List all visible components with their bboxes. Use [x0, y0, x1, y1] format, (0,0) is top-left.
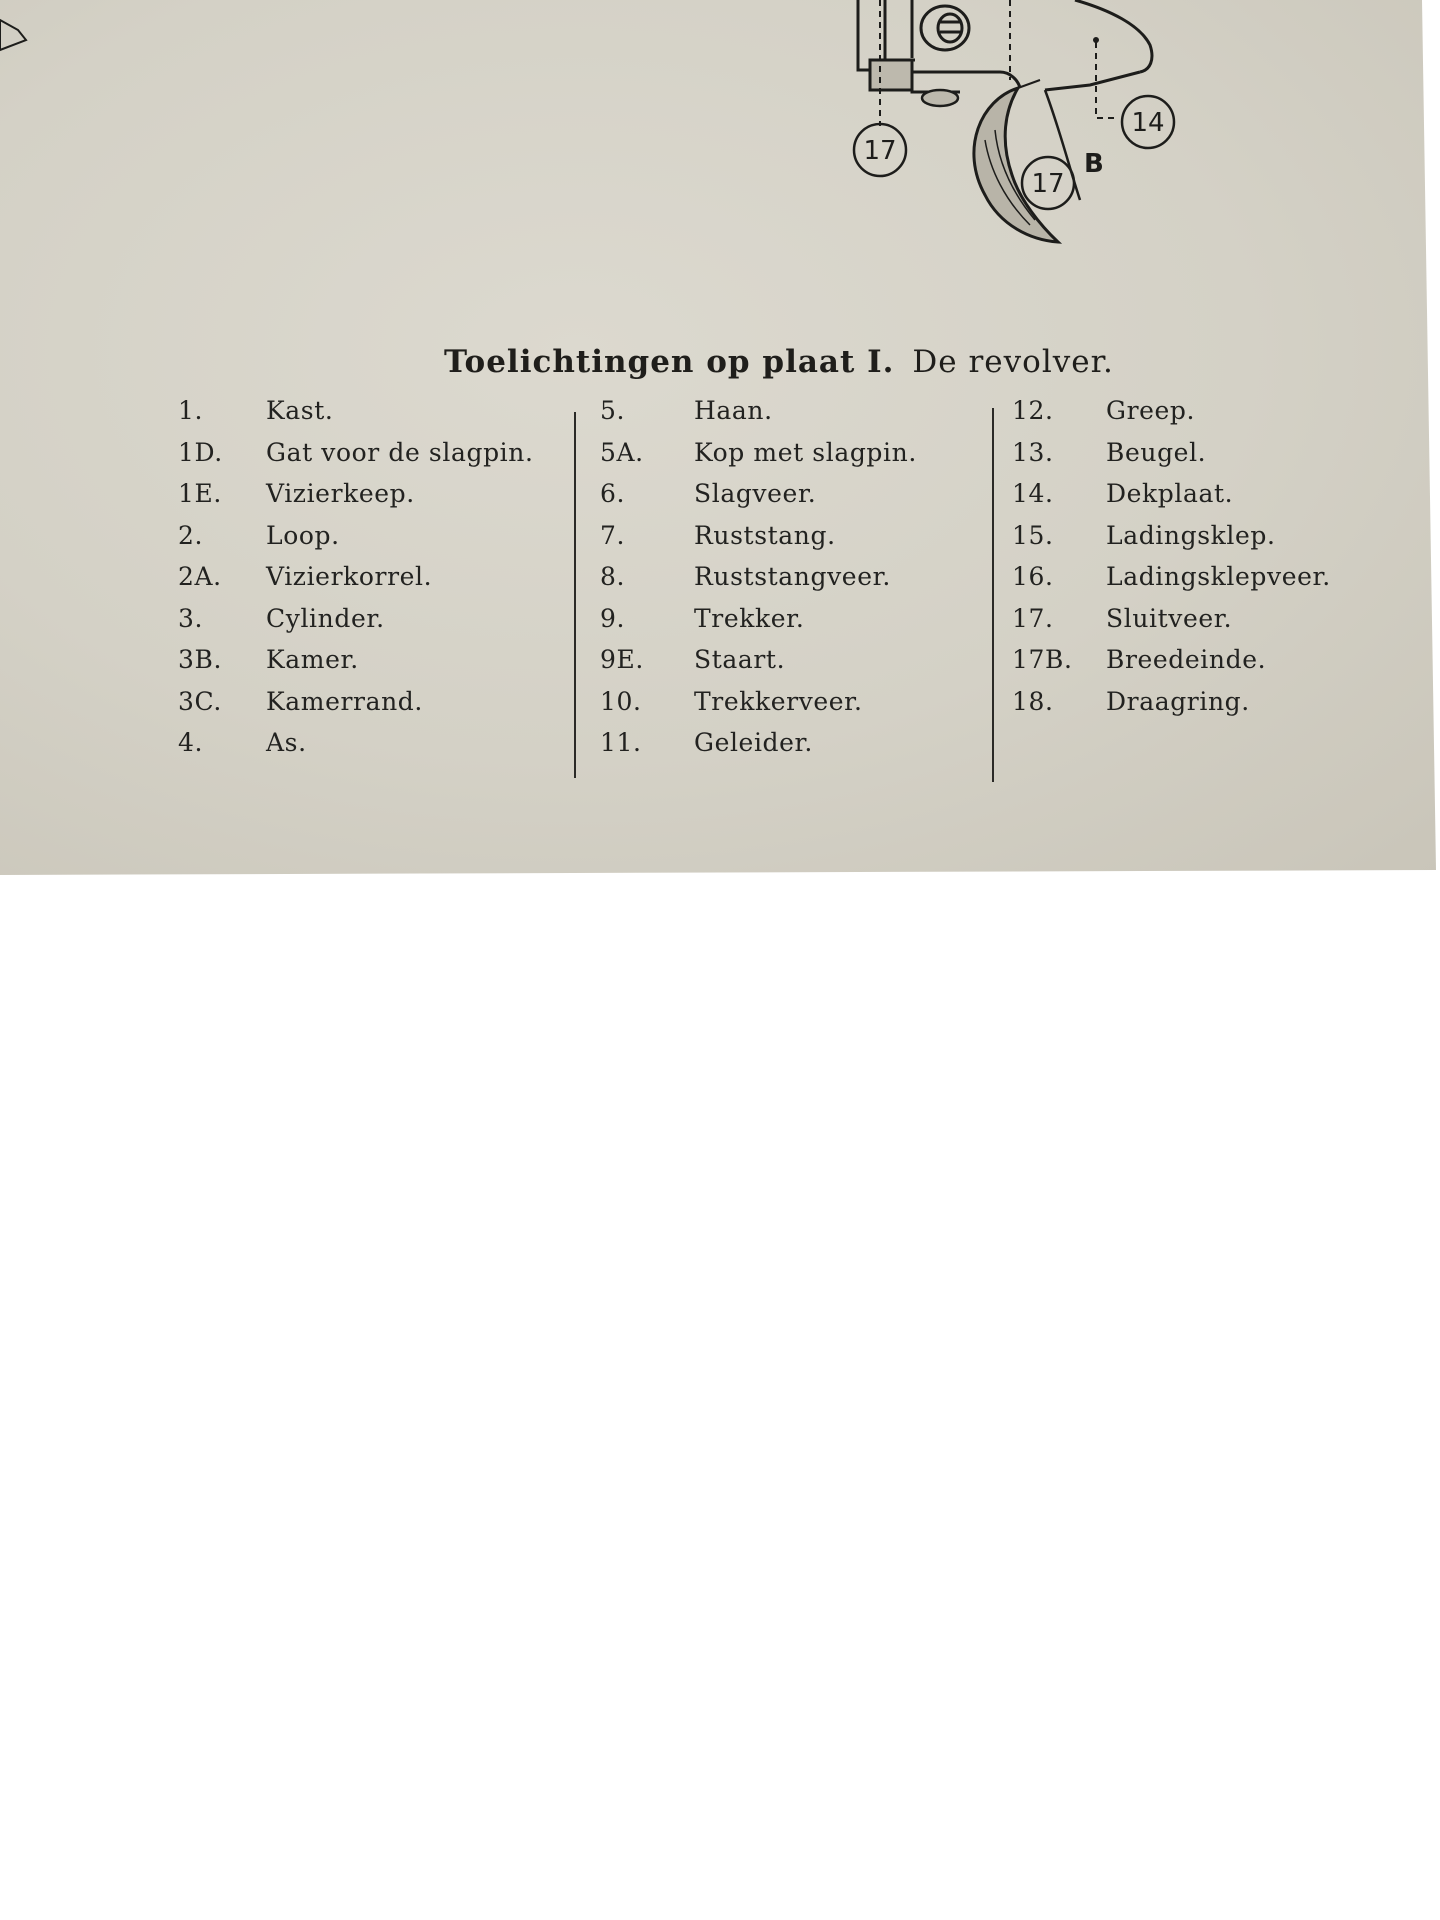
legend-number: 1. — [178, 396, 204, 425]
plate-heading — [444, 344, 1244, 380]
legend-item — [178, 604, 578, 646]
legend-item — [600, 687, 990, 729]
legend-number: 2A. — [178, 562, 222, 591]
legend-item — [600, 438, 990, 480]
legend-number: 3C. — [178, 686, 222, 716]
legend-number: 17B. — [1012, 645, 1073, 674]
legend-item — [1012, 479, 1422, 521]
legend-label: Vizierkorrel. — [266, 562, 433, 591]
legend-number: 5A. — [600, 437, 644, 467]
callout-14 — [1122, 96, 1174, 148]
legend-label: Trekkerveer. — [694, 686, 863, 716]
legend-number: 4. — [178, 728, 204, 757]
leader-dot — [1093, 37, 1099, 43]
revolver-drawing — [0, 0, 1440, 260]
legend-label: Loop. — [266, 520, 340, 550]
legend-number: 6. — [600, 479, 626, 508]
legend-item — [1012, 687, 1422, 729]
legend-number: 16. — [1012, 562, 1054, 591]
legend-number: 3B. — [178, 645, 223, 674]
callout-17-b-text: 17 — [1031, 169, 1065, 199]
legend-item — [178, 687, 578, 729]
trigger — [974, 80, 1058, 242]
legend-label: Beugel. — [1106, 437, 1207, 467]
legend-item — [1012, 396, 1422, 438]
legend-number: 14. — [1012, 479, 1054, 508]
heading-rest-text: De revolver. — [912, 344, 1114, 380]
legend-item — [600, 562, 990, 604]
legend-item — [178, 396, 578, 438]
legend-label: Geleider. — [694, 728, 813, 757]
legend-number: 12. — [1012, 396, 1054, 425]
legend-column-1 — [178, 396, 578, 770]
legend-label: Cylinder. — [266, 603, 385, 633]
legend-item — [1012, 521, 1422, 563]
legend-number: 9. — [600, 603, 626, 633]
legend-label: Dekplaat. — [1106, 479, 1234, 508]
legend-item — [600, 645, 990, 687]
legend-item — [1012, 645, 1422, 687]
callout-17-a-text: 17 — [863, 136, 897, 166]
callout-14-text: 14 — [1131, 108, 1165, 138]
legend-label: Ruststang. — [694, 520, 836, 550]
legend-item — [1012, 562, 1422, 604]
legend-item — [178, 479, 578, 521]
legend-label: Greep. — [1106, 396, 1196, 425]
legend-number: 8. — [600, 562, 626, 591]
legend-item — [178, 645, 578, 687]
screw-head — [921, 6, 969, 50]
legend-number: 15. — [1012, 520, 1054, 550]
legend-label: Breedeinde. — [1106, 645, 1267, 674]
legend-label: Trekker. — [694, 603, 805, 633]
legend-label: Kamerrand. — [266, 686, 423, 716]
legend-item — [178, 438, 578, 480]
legend-number: 5. — [600, 396, 626, 425]
legend-item — [178, 562, 578, 604]
legend-number: 7. — [600, 520, 626, 550]
legend-item — [1012, 604, 1422, 646]
legend-number: 3. — [178, 603, 204, 633]
legend-label: Slagveer. — [694, 479, 817, 508]
legend-label: As. — [266, 728, 307, 757]
left-fragment — [0, 20, 26, 50]
legend-label: Ladingsklep. — [1106, 520, 1276, 550]
guard-screw — [922, 90, 958, 106]
legend-item — [178, 521, 578, 563]
heading-bold-text: Toelichtingen op plaat I. — [444, 344, 895, 380]
legend-label: Kast. — [266, 396, 334, 425]
legend-number: 1E. — [178, 479, 222, 508]
callout-17-b-suffix: B — [1084, 149, 1104, 179]
legend-number: 9E. — [600, 645, 644, 674]
legend-label: Vizierkeep. — [266, 479, 415, 508]
legend-item — [600, 396, 990, 438]
legend-label: Kop met slagpin. — [694, 437, 917, 467]
legend-column-2 — [600, 396, 990, 770]
legend-item — [600, 479, 990, 521]
legend-item — [178, 728, 578, 770]
legend-label: Draagring. — [1106, 686, 1250, 716]
legend-item — [600, 521, 990, 563]
legend-number: 11. — [600, 728, 642, 757]
legend-number: 13. — [1012, 437, 1054, 467]
legend-item — [600, 728, 990, 770]
callout-17-b — [1022, 149, 1104, 209]
column-divider-2 — [992, 408, 994, 782]
legend-item — [600, 604, 990, 646]
legend-item — [1012, 438, 1422, 480]
callout-17-a — [854, 124, 906, 176]
legend-label: Ladingsklepveer. — [1106, 562, 1331, 591]
legend-column-3 — [1012, 396, 1422, 728]
legend-number: 10. — [600, 686, 642, 716]
legend-label: Gat voor de slagpin. — [266, 437, 534, 467]
legend-number: 18. — [1012, 686, 1054, 716]
legend-label: Staart. — [694, 645, 786, 674]
legend-number: 2. — [178, 520, 204, 550]
legend-label: Ruststangveer. — [694, 562, 891, 591]
legend-number: 17. — [1012, 603, 1054, 633]
legend-number: 1D. — [178, 437, 223, 467]
revolver-frame — [858, 0, 1152, 92]
legend-label: Sluitveer. — [1106, 603, 1233, 633]
legend-label: Kamer. — [266, 645, 359, 674]
legend-label: Haan. — [694, 396, 773, 425]
